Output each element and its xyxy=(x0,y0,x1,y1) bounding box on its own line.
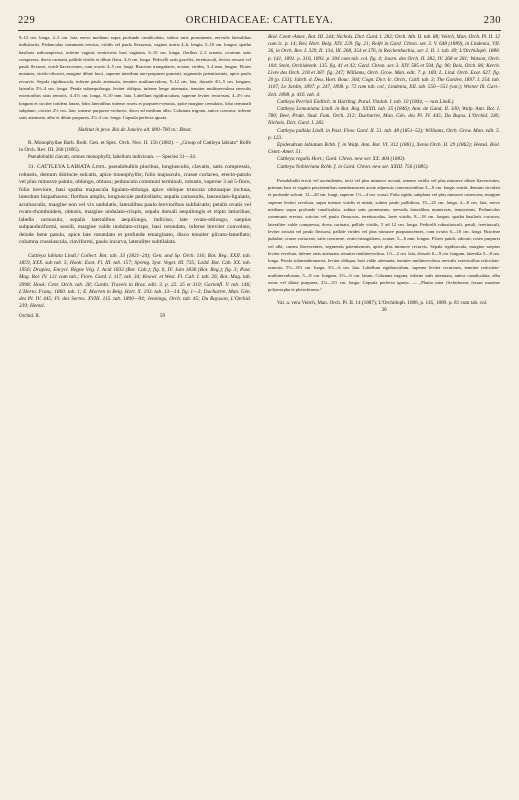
species-31-full-description: Pseudobulbi erecti vel ascendentes, recti vel plus minusve arcuati, intense viridis vel plus minusve dilute flavescentes, primum basi et vaginis persistentibus membranaceis acute adpressis cinerascentibus 3—8 cm. longis vestiti, demum circulati et profunde sulcati, 12—20 cm. longi, superne 1½—4 cm. crassi. Folia rigida, subplana vel plus minusve canescens, margine superne leviter revoluta, supra intense viridis et nitida, subtus paulo pallidiora, 15—25 cm. longa, 4—8 cm. lata, nervo mediano supra profunde canaliculato, subtus satis prominente, nervulis lateralibus numerosis, tenuissimis. Pedunculus communis erectus, strictus vel paulo flexuosus, teretiusculus, laete viridis, 8—18 cm. longus; spatha basilaris coriacea, lateraliter valde compressa, dorso carinata, pallide viridis, 5 ad 12 cm. longa. Pedicelli robustiusculi, patuli, teretiusculi, leviter arcuati vel paulo flexuosi, pallide virides vel plus minusve purpurascentes, cum ovario 6—10 cm. longi. Bracteae pubulae, crasse coriaceae, satis concavae, ovato-triangulares, acutae, 3—6 mm. longae. Flores patuli, odorati, roseo purpurei vel albi, carnea flavescentes, segmentis patentissimis, apice plus minusve recurvis. Sepala rigidiuscula, margine saepius leviter revoluta, inferne satis attenuata, tenuiter multinervulosa, 1½—2 cm. lata, dorsale 6—9 cm. longum, lateralia 5—8 cm. longa. Petala submembranacea, leviter obliqua, basi valde attenuata, tenuiter multinervulosa nervulis exterioribus reticulato-ramosis, 5½—8½ cm. longa, 3½—6 cm. lata. Labellum rigidiusculum, superne leviter recurvum, tenuiter reticulato-multinervulosum, 5—8 cm. longum, 3½—6 cm. latum. Columna trigona, inferne satis attenuata, antice canaliculata, alba extus vel dilute purpurea, 2½—3½ cm. longa. Capsula perfecta ignota. — „Planta inter Orchidaceas forsan maxime polymorpha et pleiochroma.“ xyxy=(268,177,500,293)
page-number-right: 230 xyxy=(483,15,501,26)
synonym-nobleriana: Cattleya Nobleriana Rchb. f. in Gard. Chron. new ser. XXIII. 756 (1885). xyxy=(277,163,429,170)
species-31-name: 31. CATTLEYA LABIATA Lindl. xyxy=(28,164,107,171)
left-column xyxy=(19,34,251,794)
page-footer-left xyxy=(19,313,251,320)
species-description-continued: 9–12 cm. longa, 2–3 cm. lata, nervo mediano supra profunde canaliculato, subtus satis prominente, nervulis lateralibus indistinctis. Pedunculus communis erectus, viridis vel paulo flexuosus, vaginis acutis 4–6, longis, 5–10 cm. longus; spatha basilaris subcompressa, inferne vaginis ventricosis basi vaginata, 6–10 cm. longa; floribus 2–5 ornatis; ovarium satis compressa, dorso carinata, pallide viridis et dilute flava, 4–6 cm. longa. Pedicelli satis graciles, teretiusculi, leviter arcuati vel paulo flexuosi, viridi-flavescentes, cum ovario 4–5 cm. longi. Bracteae triangulares, acutae, virides, 3–4 mm. longae. Flores nutantes, virido-olivacei, margine dilute fusci, superne interdum atro-purpureo punctati, segmentis patentissimis, apice paulo recurvis. Sepala rigidiuscula, inferne paulo attenuata, tenuiter multinervulosa, 9–12 cm. lata, dorsale 4½–5 cm. longum, lateralia 3½–4 cm. longa. Petala subaequilonga, leviter obliqua, inferne longe attenuata, tenuiter multinervulosa nervulis exterioribus satis remotis, 4–4½ cm. longa, 8–10 mm. lata. Labellum rigidiusculum, superne leviter recurvum, 4–4½ cm. longum et circiter totidem latum, lobis lateralibus intense roseis et purpureo-venosis, apice margine crenulatis, lobo terminali subplano, circiter 2½ cm. lato, intense purpureo-violaceo, disco ad medium albo. Columna trigona, antice concava, inferne satis attenuata, albo et dilute purpurea, 2½–3 cm. longa. Capsula perfecta ignota. xyxy=(19,35,251,121)
running-title: ORCHIDACEAE: CATTLEYA. xyxy=(185,15,334,26)
synonym-pallida: Cattleya pallida Lindl. in Paxt. Flow. Gard. II. 51. tab. 48 (1851–52); Williams, Orch. Grow. Man. edit. 5. p. 123. xyxy=(268,127,500,141)
right-column xyxy=(268,34,500,794)
page-footer-number: 30 xyxy=(381,306,387,313)
signature-label: Orchid. II. xyxy=(19,313,40,319)
variety-a-heading: Var. a. vera Veitch, Man. Orch. Pl. II. 14 (1887); L'Orchidoph. 1888, p. 145, 1889. p. 81 cum tab. col. xyxy=(277,299,488,306)
signature-mark: 59 xyxy=(159,313,165,319)
section-b-description: Pseudobulbi clavati, omnes monophylli; labellum indivisum. — Species 31—34. xyxy=(28,154,197,161)
species-31-diagnosis: pseudobulbis pluribus, longiusculis, clavatis, satis compressis, robustis, demum distincte sulcatis, apice monophyllis; folio majusculo, crasse coriaceo, erecto-patulo vel plus minusve patulo, oblongo, obtuso; pedunculo communi terminali, robusto, superne 3 ad 5-floro, folio breviore, basi spatha majuscula ligulato-oblonga apice oblique truncata obtusaque inclusa, interdum bispathaceo; floribus amplis, longiuscule pedicellatis; sepalis carnosulis, lanceolato-ligulatis, acutiusculis, margine non vel vix undulatis, lateralibus paulo brevioribus subfalcatis; petalis ovatis vel ovato-rhomboideis, obtusis, margine undulato-crispis, sepalo dorsali aequilongis et triplo latioribus; labello carnosulo, sepalis lateralibus aequilongo, indiviso, late ovato-oblongo, saepius subpanduriformi, sessili, margine valde undulato-crispo, basi rotundato, inferne breviter convoluto, deinde bene patulo, apice late rotundato et profunde emarginato, disco tenuiter plicato-lamellato; columna crassiuscula, claviformi, paulo incurva, lateraliter subtilalata. xyxy=(19,164,251,246)
synonym-perrinii: Cattleya Perrinii Endlich. in Hartling. Paral. Vindob. I. tab. 10 (1844, — non Lindl.). xyxy=(277,98,455,105)
synonym-epidendrum-labiatum: Epidendrum labiatum Rchb. f. in Walp. Ann. Bot. VI. 312 (1861), Xenia Orch. II. 29 (1862); Hemsl. Biol. Centr.-Amer. 51. xyxy=(268,142,500,156)
section-b-heading: B. Monophyllae Barb. Rodr. Gen. et Spec. Orch. Nov. II. 156 (1882). – „Group of Cattleya labiata“ Rolfe in Orch. Rev. III. 268 (1895). xyxy=(19,139,251,153)
habitat-line: Habitat in prov. Rio de Janeiro alt. 800–700 m.: Binot. xyxy=(78,126,192,133)
synonym-regalis: Cattleya regalis Hort.; Gard. Chron. new ser. XX. 404 (1883). xyxy=(277,156,406,163)
page-number-left: 229 xyxy=(18,15,36,26)
header-rule xyxy=(18,30,501,31)
running-header xyxy=(18,15,501,29)
references-continued: Biol. Centr.-Amer., Bot. III. 244; Nichols. Dict. Gard. I. 282; Orch. Alb. II. tab. 88; Veitch, Man. Orch. Pl. II. 12 cum ic. p. 14; Rev. Hort. Belg. XIV. 229. fig. 21; Rolfe in Gard. Chron. ser. 3. V. 648 (1889), in Lindenia, VII. 36, in Orch. Rev. I. 329, II. 134, III. 268, 354 et 376, in Reichenbachia, ser. 2. II. 1. tab. 49; L'Orchidoph. 1888. p. 141, 1891. p. 310, 1893. p. 304 cum tab. col. fig. 4; Journ. des Orch. II. 382, IV. 268 et 281; Watson, Orch. 104; Stein, Orchideenb. 135. fig. 41 et 42; Gard. Chron. ser. 3. XIV. 585 et 594. fig. 96; Bois, Orch. 86; Kerch. Livre des Orch. 218 et 387. fig. 247; Williams, Orch. Grow. Man. edit. 7. p. 169; L. Lind. Orch. Exot. 627. fig. 20 (p. 133); Jahrb. d. Deu. Hort. Bouc. 304; Cogn. Dict. Ic. Orch., Catll. tab. 3; The Garden, 1897. I. 254. tab. 1107; Le Jardin, 1897. p. 247, 1898. p. 72 cum tab. col.; Lindenia, XII. tab. 550—551 (var.); Wiener Ill. Gart.-Zeit. 1898. p. 416. tab. 4. xyxy=(268,34,500,98)
species-31-entry xyxy=(19,164,251,247)
synonym-lemoniana: Cattleya Lemoniana Lindl. in Bot. Reg. XXXII. tab. 35 (1846); Ann. de Gand, II. 330; Walp. Ann. Bot. I. 780; Beer, Prakt. Stud. Fam. Orch. 212; Duchartre, Man. Gén. des Pl. IV. 445; Du Buyss. L'Orchid. 240; Nichols. Dict. Gard. I. 282. xyxy=(268,106,500,127)
species-31-synonyms: Cattleya labiata Lindl.! Collect. Bot. tab. 33 (1821–24); Gen. and Sp. Orch. 116; Bot. Reg. XXII. tab. 1859, XXX. sub tab. 5; Hook: Exot. Fl. III. tab. 157; Spreng. Syst. Veget. III. 735; Lodd. Bot. Cab. XX. tab. 1956; Drapiez, Encycl. Règne Vég. I. Acid 1833 (Bot. Cab.); fig. 6, IV. Juin 1836 (Bot. Reg.); fig. 3; Paxt. Mag. Bot. IV. 121 cum tab.; Flore. Gard. I. 117, tab. 34; Knowl. et West. Fl. Cab. I. tab. 26; Bot. Mag. tab. 3998; Hook. Cent. Orch. tab. 28; Gardn. Travels in Braz. edit. 3. p. 22. 25 et 310; Gartenfl. V. tab. 146; L'Horto. Franç. 1860. tab. 1; E. Morren in Belg. Hort. X. 193. tab. 13—14. fig. 1—3; Duchartre, Man. Gén. des Pl. IV. 445; Fl. des Serres. XVIII. 115. tab. 1890—94; Jennings, Orch. tab. 45; Du Buysson, L'Orchid. 239; Hemsl. xyxy=(19,252,251,310)
